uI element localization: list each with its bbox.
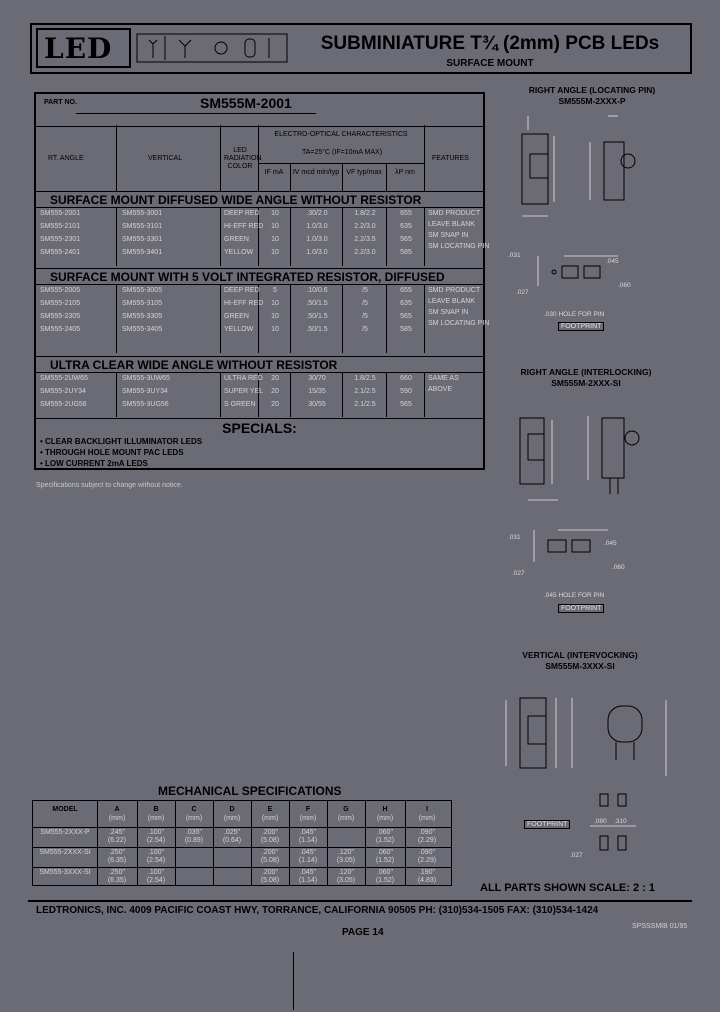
drawing-interlocking xyxy=(498,390,688,620)
table-cell: GREEN xyxy=(224,313,249,320)
table-cell: 30/70 xyxy=(308,375,326,382)
mech-cell: .250" xyxy=(108,869,126,876)
table-cell: SM555-3UY34 xyxy=(122,388,168,395)
mech-unit: (mm) xyxy=(418,815,436,822)
table-cell: 1.0/3.0 xyxy=(306,249,328,256)
col-features: FEATURES xyxy=(432,155,469,162)
table-cell: /5 xyxy=(362,326,368,333)
hole-note: .045 HOLE FOR PIN xyxy=(544,592,605,599)
table-cell: SM555-2401 xyxy=(40,249,81,256)
mech-header: I xyxy=(426,806,428,813)
table-cell: SM555-2405 xyxy=(40,326,81,333)
feature-cell: SAME AS xyxy=(428,375,459,382)
table-cell: .50/1.5 xyxy=(306,313,328,320)
footer-company: LEDTRONICS, INC. 4009 PACIFIC COAST HWY, TORRANCE, CALIFORNIA 90505 PH: (310)534-1505 FAX: (310)534-1424 xyxy=(36,905,599,916)
feature-cell: SM LOCATING PIN xyxy=(428,243,490,250)
dim-label: .031 xyxy=(508,534,521,541)
table-cell: .50/1.5 xyxy=(306,326,328,333)
mech-cell: .045" xyxy=(299,869,317,876)
mech-cell: .200" xyxy=(261,849,279,856)
mech-cell: .120" xyxy=(337,869,355,876)
col-if: IF mA xyxy=(264,169,284,176)
col-rt-angle: RT. ANGLE xyxy=(48,155,84,162)
section-title-diffused: SURFACE MOUNT DIFFUSED WIDE ANGLE WITHOUT RESISTOR xyxy=(36,191,483,208)
mech-header: B xyxy=(153,806,159,813)
list-item: • CLEAR BACKLIGHT ILLUMINATOR LEDS xyxy=(40,437,203,446)
table-cell: .30/2.0 xyxy=(306,210,328,217)
header-banner xyxy=(30,23,692,74)
table-cell: YELLOW xyxy=(224,326,254,333)
mech-cell-metric: (3.05) xyxy=(336,857,356,864)
mech-cell: SM555-3XXX-SI xyxy=(39,869,91,876)
table-cell: 655 xyxy=(400,287,412,294)
hole-note: .030 HOLE FOR PIN xyxy=(544,311,605,318)
table-cell: 585 xyxy=(400,249,412,256)
mech-cell: .200" xyxy=(261,829,279,836)
col-led-color: LED RADIATION COLOR xyxy=(224,147,262,170)
mech-header: A xyxy=(114,806,120,813)
part-no-label: PART NO. xyxy=(44,99,77,106)
table-cell: HI-EFF RED xyxy=(224,300,264,307)
table-cell: SM555-3001 xyxy=(122,210,163,217)
table-cell: 10 xyxy=(271,300,279,307)
mech-cell: .090" xyxy=(418,829,436,836)
table-cell: SM555-2UY34 xyxy=(40,388,86,395)
page-divider xyxy=(293,952,294,1010)
mech-unit: (mm) xyxy=(299,815,317,822)
mech-cell-metric: (0.64) xyxy=(222,837,242,844)
mech-header: MODEL xyxy=(52,806,78,813)
mech-cell-metric: (0.89) xyxy=(184,837,204,844)
footer-doc-code: SPSSSMIB 01/95 xyxy=(632,923,688,930)
table-cell: 1.8/2.2 xyxy=(354,210,376,217)
mech-cell: .245" xyxy=(108,829,126,836)
table-cell: SM555-3UG56 xyxy=(122,401,169,408)
table-cell: SM555-3005 xyxy=(122,287,163,294)
table-cell: SM555-3305 xyxy=(122,313,163,320)
table-cell: 20 xyxy=(271,401,279,408)
mech-unit: (mm) xyxy=(185,815,203,822)
table-cell: 565 xyxy=(400,313,412,320)
table-cell: 10 xyxy=(271,249,279,256)
table-cell: GREEN xyxy=(224,236,249,243)
table-cell: SM555-3105 xyxy=(122,300,163,307)
mech-cell: .100" xyxy=(147,829,165,836)
mech-cell: .100" xyxy=(147,869,165,876)
drawing-title-vertical: VERTICAL (INTERVOCKING) xyxy=(522,650,638,660)
mech-cell-metric: (5.08) xyxy=(260,877,280,884)
table-cell: 565 xyxy=(400,401,412,408)
mech-cell-metric: (1.52) xyxy=(375,837,395,844)
table-cell: 10 xyxy=(271,236,279,243)
col-vertical: VERTICAL xyxy=(148,155,183,162)
mech-cell-metric: (2.54) xyxy=(146,837,166,844)
mech-cell: .200" xyxy=(261,869,279,876)
footprint-label: FOOTPRINT xyxy=(558,322,604,331)
mech-cell: .090" xyxy=(418,849,436,856)
mech-cell: .060" xyxy=(376,869,394,876)
footprint-label: FOOTPRINT xyxy=(524,820,570,829)
mech-cell: .190" xyxy=(418,869,436,876)
dim-label: .045 xyxy=(606,258,619,265)
list-item: • THROUGH HOLE MOUNT PAC LEDS xyxy=(40,448,184,457)
table-cell: SM555-2105 xyxy=(40,300,81,307)
table-cell: 20 xyxy=(271,388,279,395)
table-cell: S GREEN xyxy=(224,401,256,408)
col-conditions: TA=25°C (IF=10mA MAX) xyxy=(301,149,383,156)
dim-label: .060 xyxy=(618,282,631,289)
table-cell: SM555-3405 xyxy=(122,326,163,333)
mech-unit: (mm) xyxy=(147,815,165,822)
table-cell: SM555-2101 xyxy=(40,223,81,230)
drawing-part-interlocking: SM555M-2XXX-SI xyxy=(551,378,621,388)
table-cell: 10 xyxy=(271,313,279,320)
feature-cell: ABOVE xyxy=(428,386,453,393)
mech-cell: .120" xyxy=(337,849,355,856)
table-cell: 2.2/3.0 xyxy=(354,223,376,230)
mech-cell-metric: (1.14) xyxy=(298,837,318,844)
drawing-part-locating: SM555M-2XXX-P xyxy=(558,96,626,106)
feature-cell: LEAVE BLANK xyxy=(428,221,475,228)
mech-unit: (mm) xyxy=(376,815,394,822)
mech-header: G xyxy=(343,806,349,813)
mech-cell: SM555-2XXX-SI xyxy=(39,849,91,856)
logo-icon-strip xyxy=(135,30,295,66)
list-item: • LOW CURRENT 2mA LEDS xyxy=(40,459,148,468)
table-cell: SM555-3UW65 xyxy=(122,375,170,382)
mech-cell: .045" xyxy=(299,829,317,836)
table-cell: SM555-2305 xyxy=(40,313,81,320)
mech-cell-metric: (6.35) xyxy=(107,857,127,864)
scale-note: ALL PARTS SHOWN SCALE: 2 : 1 xyxy=(480,882,655,894)
logo xyxy=(36,28,131,68)
tube-icons xyxy=(135,30,295,66)
mech-header: F xyxy=(305,806,311,813)
table-cell: 5 xyxy=(273,287,277,294)
mech-cell-metric: (2.54) xyxy=(146,877,166,884)
table-cell: 20 xyxy=(271,375,279,382)
table-column-headers xyxy=(36,125,483,191)
dim-label: .045 xyxy=(604,540,617,547)
mech-cell-metric: (6.35) xyxy=(107,877,127,884)
mech-cell-metric: (2.29) xyxy=(417,837,437,844)
feature-cell: SM SNAP IN xyxy=(428,309,469,316)
mech-cell: .035" xyxy=(185,829,203,836)
table-cell: 565 xyxy=(400,236,412,243)
feature-cell: LEAVE BLANK xyxy=(428,298,475,305)
table-cell: /5 xyxy=(362,287,368,294)
table-cell: 10 xyxy=(271,223,279,230)
mech-cell-metric: (5.08) xyxy=(260,857,280,864)
mech-cell: .250" xyxy=(108,849,126,856)
mech-header: C xyxy=(191,806,197,813)
table-cell: .10/0.6 xyxy=(306,287,328,294)
section-title-ultra-clear: ULTRA CLEAR WIDE ANGLE WITHOUT RESISTOR xyxy=(36,356,483,373)
page-title: SUBMINIATURE T¾ (2mm) PCB LEDs xyxy=(320,33,660,54)
table-cell: /5 xyxy=(362,313,368,320)
table-cell: 10 xyxy=(271,210,279,217)
table-cell: SM555-2301 xyxy=(40,236,81,243)
page-subtitle: SURFACE MOUNT xyxy=(446,58,534,69)
mech-cell-metric: (5.08) xyxy=(260,837,280,844)
table-cell: 1.0/3.0 xyxy=(306,223,328,230)
specials-list xyxy=(40,436,202,469)
table-cell: 635 xyxy=(400,300,412,307)
feature-cell: SMD PRODUCT xyxy=(428,210,481,217)
mech-cell-metric: (1.52) xyxy=(375,877,395,884)
mech-cell-metric: (1.14) xyxy=(298,857,318,864)
mech-cell: .060" xyxy=(376,829,394,836)
mech-unit: (mm) xyxy=(223,815,241,822)
col-electro-optical: ELECTRO-OPTICAL CHARACTERISTICS xyxy=(274,131,408,138)
drawing-title-locating: RIGHT ANGLE (LOCATING PIN) xyxy=(528,85,656,95)
table-cell: SM555-2001 xyxy=(40,210,81,217)
part-no-value: SM555M-2001 xyxy=(200,95,292,111)
table-cell: 655 xyxy=(400,210,412,217)
mech-unit: (mm) xyxy=(337,815,355,822)
table-cell: 10 xyxy=(271,326,279,333)
table-cell: SM555-3101 xyxy=(122,223,163,230)
mechanical-title: MECHANICAL SPECIFICATIONS xyxy=(158,784,342,798)
mech-cell-metric: (2.29) xyxy=(417,857,437,864)
footprint-label: FOOTPRINT xyxy=(558,604,604,613)
dim-label: .080 xyxy=(594,818,607,825)
table-cell: 2.2/3.0 xyxy=(354,249,376,256)
dim-label: .031 xyxy=(508,252,521,259)
table-cell: HI-EFF RED xyxy=(224,223,264,230)
mech-cell: SM555-2XXX-P xyxy=(40,829,90,836)
table-cell: 585 xyxy=(400,326,412,333)
table-cell: DEEP RED xyxy=(224,287,260,294)
table-cell: SM555-3401 xyxy=(122,249,163,256)
col-lp: λP nm xyxy=(395,169,415,176)
table-cell: 635 xyxy=(400,223,412,230)
mech-header: D xyxy=(229,806,235,813)
table-cell: 660 xyxy=(400,375,412,382)
table-cell: 30/55 xyxy=(308,401,326,408)
table-cell: YELLOW xyxy=(224,249,254,256)
table-cell: 1.0/3.0 xyxy=(306,236,328,243)
table-cell: 15/35 xyxy=(308,388,326,395)
table-cell: SM555-2UG56 xyxy=(40,401,87,408)
mech-cell: .100" xyxy=(147,849,165,856)
dim-label: .027 xyxy=(512,570,525,577)
specials-title: SPECIALS: xyxy=(222,420,297,436)
feature-cell: SMD PRODUCT xyxy=(428,287,481,294)
dim-label: .310 xyxy=(614,818,627,825)
mech-unit: (mm) xyxy=(261,815,279,822)
table-cell: /5 xyxy=(362,300,368,307)
drawing-vertical xyxy=(490,676,690,866)
mech-header: H xyxy=(382,806,388,813)
section-title-resistor: SURFACE MOUNT WITH 5 VOLT INTEGRATED RESISTOR, DIFFUSED xyxy=(36,268,483,285)
col-iv: IV mcd min/typ xyxy=(292,169,340,176)
col-vf: VF typ/max xyxy=(346,169,382,176)
table-cell: SM555-2UW65 xyxy=(40,375,88,382)
table-cell: 2.1/2.5 xyxy=(354,401,376,408)
table-cell: .50/1.5 xyxy=(306,300,328,307)
feature-cell: SM LOCATING PIN xyxy=(428,320,490,327)
mech-cell-metric: (4.83) xyxy=(417,877,437,884)
logo-text: LED xyxy=(44,32,113,65)
drawing-part-vertical: SM555M-3XXX-SI xyxy=(545,661,615,671)
mech-cell-metric: (2.54) xyxy=(146,857,166,864)
mech-cell: .025" xyxy=(223,829,241,836)
table-cell: DEEP RED xyxy=(224,210,260,217)
mech-cell: .060" xyxy=(376,849,394,856)
table-cell: 1.8/2.5 xyxy=(354,375,376,382)
drawing-title-interlocking: RIGHT ANGLE (INTERLOCKING) xyxy=(520,367,652,377)
mech-cell-metric: (6.22) xyxy=(107,837,127,844)
table-note: Specifications subject to change without notice. xyxy=(36,482,183,489)
table-cell: SM555-2005 xyxy=(40,287,81,294)
mech-cell-metric: (1.14) xyxy=(298,877,318,884)
dim-label: .027 xyxy=(570,852,583,859)
table-cell: 2.2/3.5 xyxy=(354,236,376,243)
table-cell: SUPER YEL xyxy=(224,388,264,395)
mech-cell-metric: (3.05) xyxy=(336,877,356,884)
dim-label: .060 xyxy=(612,564,625,571)
table-cell: 2.1/2.5 xyxy=(354,388,376,395)
table-cell: SM555-3301 xyxy=(122,236,163,243)
mech-cell: .045" xyxy=(299,849,317,856)
mech-cell-metric: (1.52) xyxy=(375,857,395,864)
mech-unit: (mm) xyxy=(108,815,126,822)
footer-page: PAGE 14 xyxy=(342,927,384,938)
table-cell: 590 xyxy=(400,388,412,395)
feature-cell: SM SNAP IN xyxy=(428,232,469,239)
mech-header: E xyxy=(267,806,273,813)
dim-label: .027 xyxy=(516,289,529,296)
table-cell: ULTRA RED xyxy=(224,375,263,382)
